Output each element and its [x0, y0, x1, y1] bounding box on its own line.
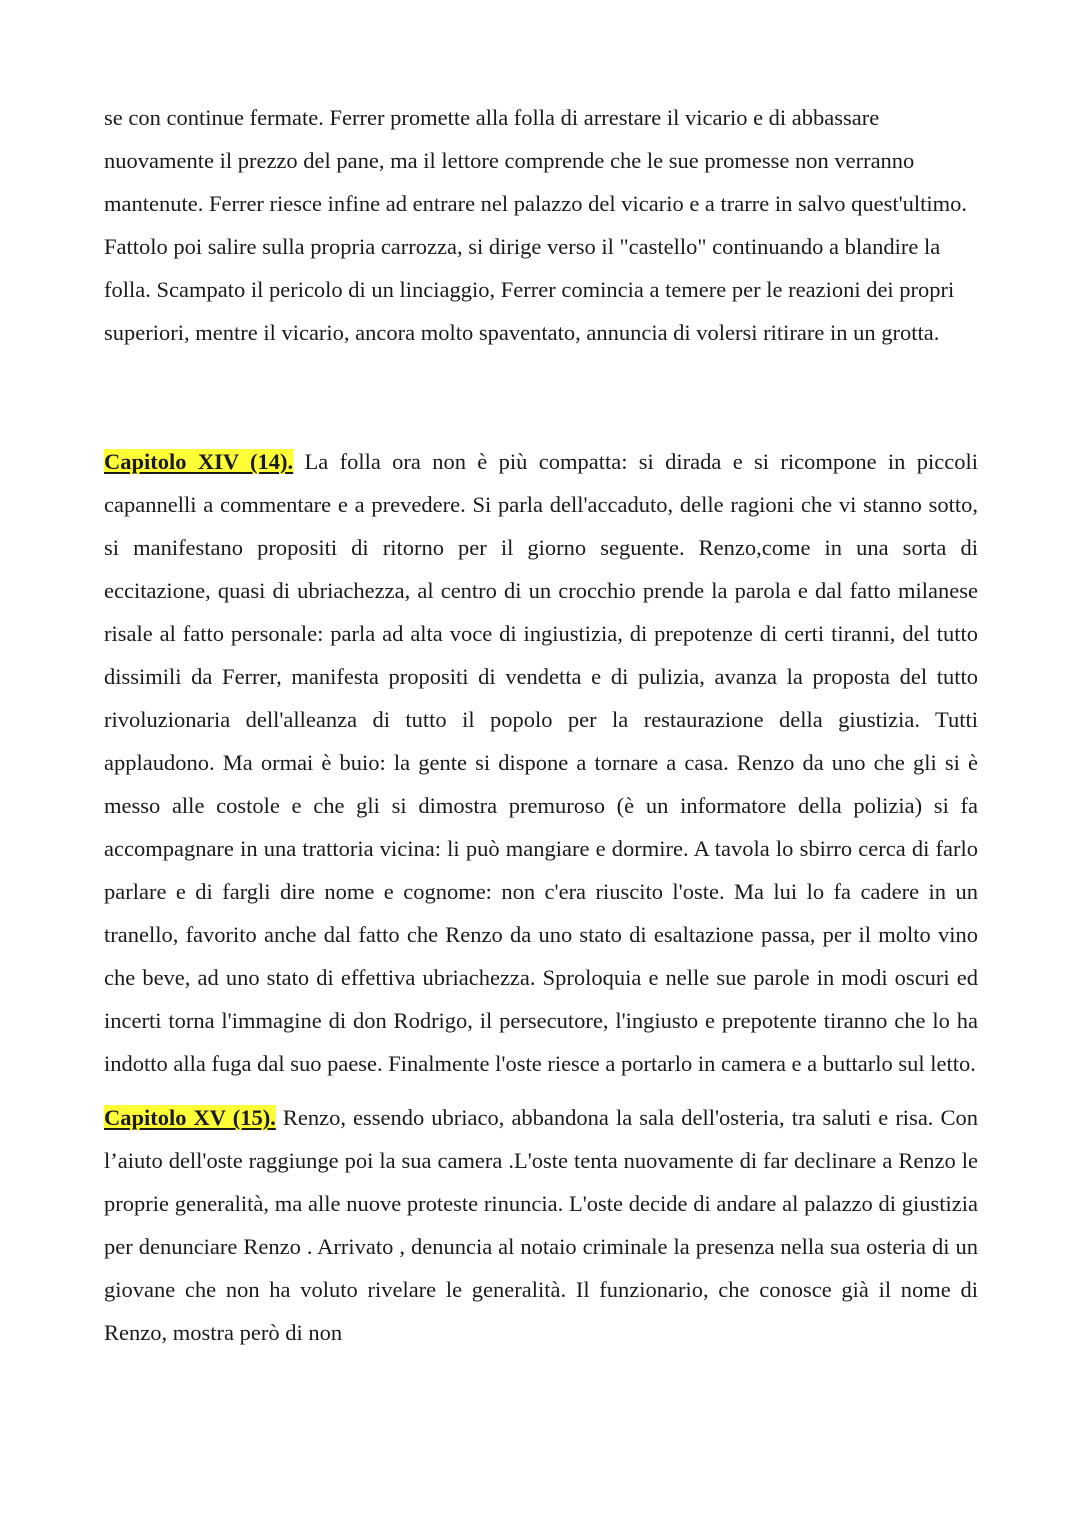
chapter-14-paragraph	[104, 440, 978, 1085]
chapter-14-heading: Capitolo XIV (14).	[104, 449, 294, 474]
paragraph-spacer	[104, 354, 978, 440]
chapter-15-text: Renzo, essendo ubriaco, abbandona la sala dell'osteria, tra saluti e risa. Con l’aiuto dell'oste raggiunge poi la sua camera .L'oste tenta nuovamente di far declinare a Renzo le proprie generalità, ma alle nuove proteste rinuncia. L'oste decide di andare al palazzo di giustizia per denunciare Renzo . Arrivato , denuncia al notaio criminale la presenza nella sua osteria di un giovane che non ha voluto rivelare le generalità. Il funzionario, che conosce già il nome di Renzo, mostra però di non	[104, 1105, 978, 1345]
chapter-14-text: La folla ora non è più compatta: si dirada e si ricompone in piccoli capannelli a commentare e a prevedere. Si parla dell'accaduto, delle ragioni che vi stanno sotto, si manifestano propositi di ritorno per il giorno seguente. Renzo,come in una sorta di eccitazione, quasi di ubriachezza, al centro di un crocchio prende la parola e dal fatto milanese risale al fatto personale: parla ad alta voce di ingiustizia, di prepotenze di certi tiranni, del tutto dissimili da Ferrer, manifesta propositi di vendetta e di pulizia, avanza la proposta del tutto rivoluzionaria dell'alleanza di tutto il popolo per la restaurazione della giustizia. Tutti applaudono. Ma ormai è buio: la gente si dispone a tornare a casa. Renzo da uno che gli si è messo alle costole e che gli si dimostra premuroso (è un informatore della polizia) si fa accompagnare in una trattoria vicina: li può mangiare e dormire. A tavola lo sbirro cerca di farlo parlare e di fargli dire nome e cognome: non c'era riuscito l'oste. Ma lui lo fa cadere in un tranello, favorito anche dal fatto che Renzo da uno stato di esaltazione passa, per il molto vino che beve, ad uno stato di effettiva ubriachezza. Sproloquia e nelle sue parole in modi oscuri ed incerti torna l'immagine di don Rodrigo, il persecutore, l'ingiusto e prepotente tiranno che lo ha indotto alla fuga dal suo paese. Finalmente l'oste riesce a portarlo in camera e a buttarlo sul letto.	[104, 449, 978, 1076]
paragraph-spacer	[104, 1085, 978, 1096]
document-page	[104, 96, 978, 1354]
intro-paragraph: se con continue fermate. Ferrer promette alla folla di arrestare il vicario e di abbassare nuovamente il prezzo del pane, ma il lettore comprende che le sue promesse non verranno mantenute. Ferrer riesce infine ad entrare nel palazzo del vicario e a trarre in salvo quest'ultimo. Fattolo poi salire sulla propria carrozza, si dirige verso il "castello" continuando a blandire la folla. Scampato il pericolo di un linciaggio, Ferrer comincia a temere per le reazioni dei propri superiori, mentre il vicario, ancora molto spaventato, annuncia di volersi ritirare in un grotta.	[104, 105, 968, 345]
chapter-15-paragraph	[104, 1096, 978, 1354]
chapter-15-heading: Capitolo XV (15).	[104, 1105, 276, 1130]
